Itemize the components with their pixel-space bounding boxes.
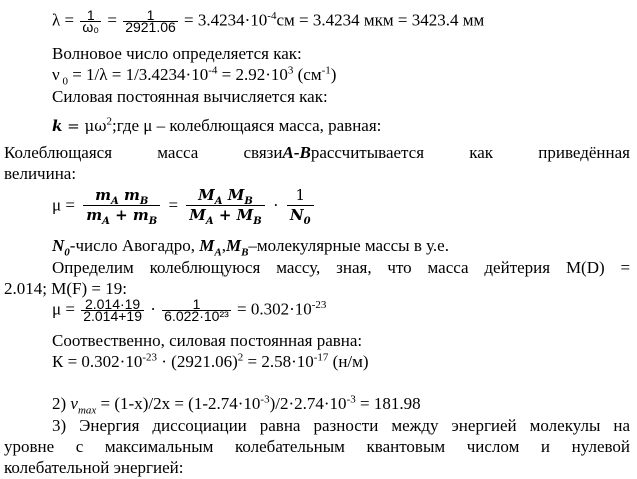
fraction-small-masses: $\frac{m_A m_B}{m_A + m_B}$ bbox=[83, 186, 160, 225]
force-constant-intro: Силовая постоянная вычисляется как: bbox=[52, 87, 328, 106]
force-constant-result: $К = 0.302\cdot 10^{-23} \cdot (2921.06)^2 = 2.58\cdot 10^{-17}$ (н/м) bbox=[52, 351, 369, 371]
reduced-mass-formula: μ = $\frac{m_A m_B}{m_A + m_B}$ = $\frac{M_A M_B}{M_A + M_B}$ · $\frac{1}{N_0}$ bbox=[52, 186, 318, 230]
reduced-mass-text: Колеблющаяся масса связиA-Bрассчитывается как приведённая bbox=[4, 143, 630, 162]
mass-calc-intro-cont: 2.014; M(F) = 19: bbox=[4, 279, 127, 298]
reduced-mass-text-cont: величина: bbox=[4, 164, 77, 183]
wavenumber-intro: Волновое число определяется как: bbox=[52, 44, 302, 63]
dissociation-text-1: 3) Энергия диссоциации равна разности между энергией молекулы на bbox=[52, 416, 631, 435]
wavenumber-formula: ν $_0 = 1/\lambda = 1/3.4234\cdot 10^{-4} = 2.92\cdot 10^3$ $(см^{-1})$ bbox=[52, 64, 337, 88]
fraction-avogadro-number: $\frac{1}{\text{6.022·10²³}}$ bbox=[164, 296, 229, 324]
vmax-formula: 2) $v_{max} = (1-x)/2x = (1-2.74\cdot 10^{-3})/2\cdot 2.74\cdot 10^{-3} = 181.98$ bbox=[52, 393, 421, 417]
fraction-one-over-omega: $\frac{1}{\text{ω₀}}$ bbox=[82, 7, 100, 35]
dissociation-text-2: уровне с максимальным колебательным квантовым числом и нулевой bbox=[4, 437, 630, 456]
dissociation-text-3: колебательной энергией: bbox=[4, 458, 184, 477]
fraction-molar-masses: $\frac{M_A M_B}{M_A + M_B}$ bbox=[186, 186, 264, 225]
avogadro-definition: $N_0$-число Авогадро, $M_A,M_B$–молекулярные массы в у.е. bbox=[52, 236, 449, 259]
fraction-avogadro: $\frac{1}{N_0}$ bbox=[287, 186, 314, 225]
mass-calc-intro: Определим колеблющуюся массу, зная, что масса дейтерия M(D) = bbox=[52, 258, 631, 277]
fraction-one-over-frequency: $\frac{1}{2921.06}$ bbox=[125, 7, 176, 35]
wavelength-formula: λ = $\frac{1}{\text{ω₀}}$ = $\frac{1}{2921.06}$ = $3.4234\cdot 10^{-4}см = 3.4234$ мкм = 3423.4 мм bbox=[52, 7, 485, 35]
lambda-lhs: λ = bbox=[52, 10, 75, 30]
force-constant-formula: $k = \mu\omega^2;где$ μ – колеблющаяся масса, равная: bbox=[52, 115, 382, 135]
force-constant-result-intro: Соотвественно, силовая постоянная равна: bbox=[52, 331, 363, 350]
fraction-masses: $\frac{2.014\cdot 19}{2.014+19}$ bbox=[83, 296, 142, 324]
reduced-mass-calc: μ = $\frac{2.014\cdot 19}{2.014+19}$ · $\frac{1}{\text{6.022·10²³}}$ = $0.302\cdot 10^{-23}$ bbox=[52, 296, 327, 324]
